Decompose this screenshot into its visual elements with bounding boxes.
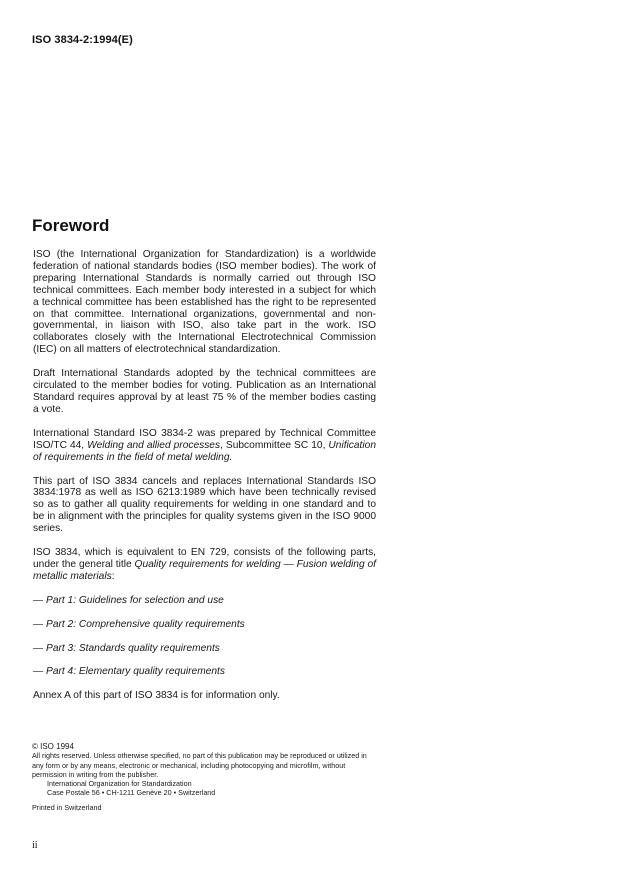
paragraph-cancels-replaces: This part of ISO 3834 cancels and replaces International Standards ISO 3834:1978 as well as ISO 6213:1989 which have been technically revised so as to gather all quality requirements for welding in one standard and to be in alignment with the principles for quality systems given in the ISO 9000 series. [33,475,376,535]
part-2-label: — Part 2: Comprehensive quality requirements [33,618,245,630]
part-4-label: — Part 4: Elementary quality requirements [33,666,225,678]
paragraph-parts-intro [33,547,376,583]
copyright-line: © ISO 1994 [32,742,74,751]
part-1-label: — Part 1: Guidelines for selection and use [33,594,224,606]
copyright-notice [32,742,380,812]
page-title: Foreword [32,216,110,235]
paragraph-annex-note: Annex A of this part of ISO 3834 is for information only. [33,690,280,702]
publisher-address: Case Postale 56 • CH-1211 Genève 20 • Switzerland [47,788,216,798]
printed-in: Printed in Switzerland [32,802,102,812]
part-3-label: — Part 3: Standards quality requirements [33,642,220,654]
subcommittee-title: Unification of requirements in the field of metal welding. [33,439,376,463]
prepared-by-text: International Standard ISO 3834-2 was prepared by Technical Committee ISO/TC 44, [33,427,376,451]
paragraph-draft-standards: Draft International Standards adopted by the technical committees are circulated to the member bodies for voting. Publication as an International Standard requires approval by at least 75 % of the member bodies casting a vote. [33,368,376,415]
document-reference: ISO 3834-2:1994(E) [32,34,133,46]
subcommittee-text: , Subcommittee SC 10, [220,439,329,451]
parts-intro-colon: : [111,570,115,582]
paragraph-iso-intro: ISO (the International Organization for Standardization) is a worldwide federation of national standards bodies (ISO member bodies). The work of preparing International Standards is normally carried out through ISO technical committees. Each member body interested in a subject for which a technical committee has been established has the right to be represented on that committee. International organizations, governmental and non-governmental, in liaison with ISO, also take part in the work. ISO collaborates closely with the International Electrotechnical Commission (IEC) on all matters of electrotechnical standardization. [33,249,376,356]
committee-title: Welding and allied processes [87,439,221,451]
list-item-part-4 [33,666,376,678]
page-number: ii [32,840,38,851]
list-item-part-2 [33,619,376,631]
list-item-part-3 [33,643,376,655]
general-title: Quality requirements for welding — Fusion welding of metallic materials [33,558,376,582]
foreword-body [33,249,376,714]
rights-reserved-text: All rights reserved. Unless otherwise specified, no part of this publication may be reproduced or utilized in any form or by any means, electronic or mechanical, including photocopying and microfilm, without permission in writing from the publisher. [32,751,367,779]
publisher-name: International Organization for Standardization [47,779,192,789]
list-item-part-1 [33,595,376,607]
parts-intro-text: ISO 3834, which is equivalent to EN 729, consists of the following parts, under the general title [33,547,376,570]
paragraph-prepared-by [33,428,376,464]
